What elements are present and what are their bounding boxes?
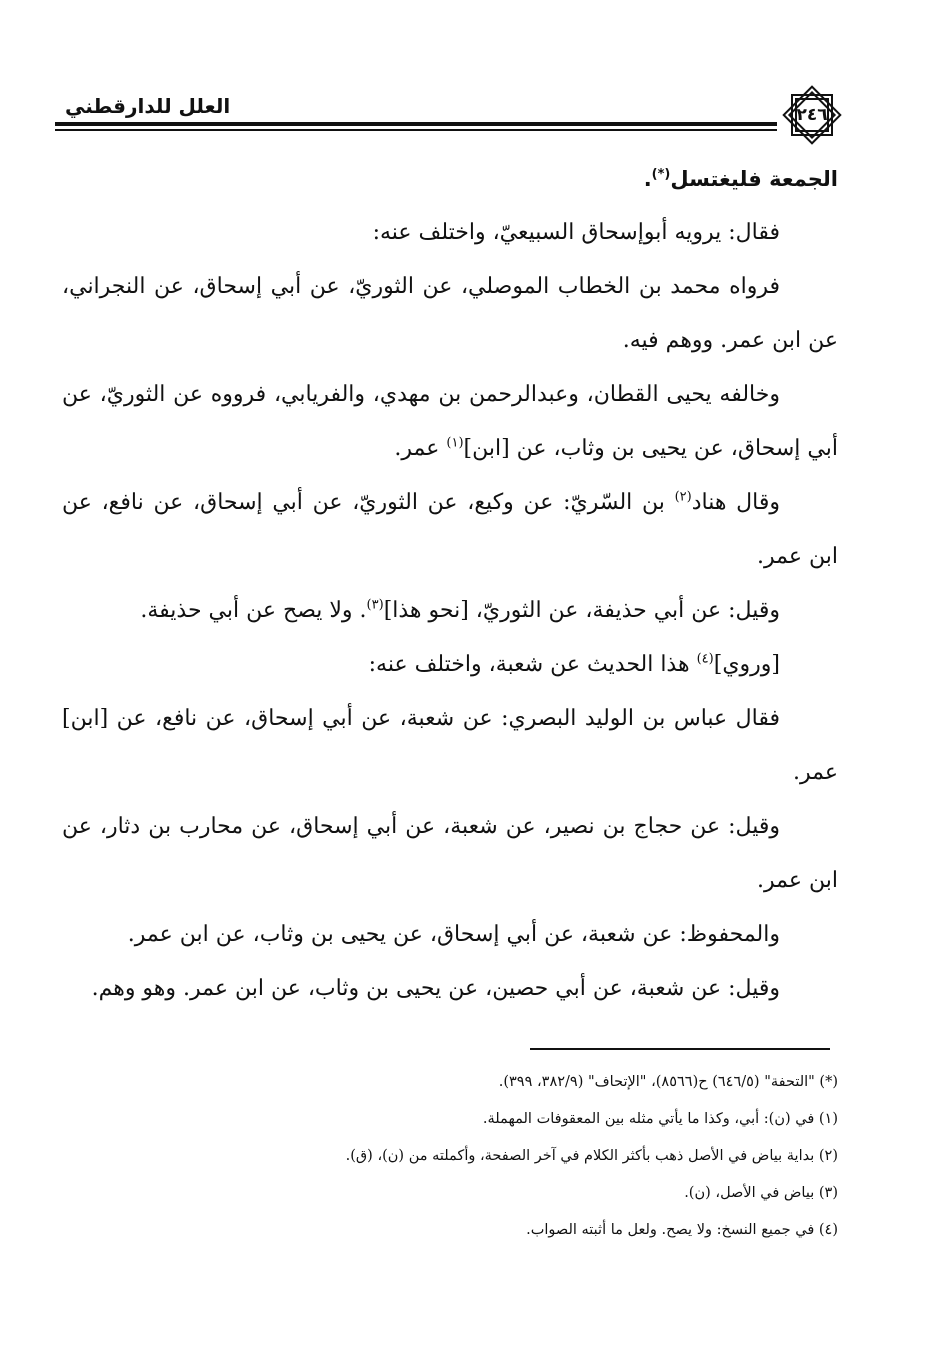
footnote-ref: (٣)	[366, 597, 384, 613]
page-number-ornament	[779, 82, 845, 148]
footnote-separator	[530, 1048, 830, 1050]
footnote-ref: (١)	[446, 435, 464, 451]
footnote-mark: (*)	[651, 167, 671, 182]
header-double-rule	[55, 122, 777, 132]
paragraph: وقيل: عن شعبة، عن أبي حصين، عن يحيى بن وثاب، عن ابن عمر. وهو وهم.	[91, 976, 780, 1001]
footnotes	[62, 1064, 838, 1249]
footnote: (٣) بياض في الأصل، (ن).	[684, 1185, 838, 1201]
footnote-ref: (٢)	[674, 489, 692, 505]
paragraph-continuation: الجمعة فليغتسل(*).	[643, 167, 838, 191]
main-text	[62, 152, 838, 1016]
paragraph: وقيل: عن أبي حذيفة، عن الثوريّ، [نحو هذا]$^{(٣)}$. ولا يصح عن أبي حذيفة.	[140, 597, 780, 623]
footnote: (٢) بداية بياض في الأصل ذهب بأكثر الكلام في آخر الصفحة، وأكملته من (ن)، (ق).	[345, 1148, 838, 1164]
footnote-ref: (٤)	[696, 651, 714, 667]
paragraph: والمحفوظ: عن شعبة، عن أبي إسحاق، عن يحيى بن وثاب، عن ابن عمر.	[127, 922, 780, 947]
page-number: ٢٤٦	[796, 105, 828, 125]
footnote: (١) في (ن): أبي، وكذا ما يأتي مثله بين المعقوفات المهملة.	[482, 1111, 838, 1127]
paragraph: فقال عباس بن الوليد البصري: عن شعبة، عن أبي إسحاق، عن نافع، عن [ابن] عمر.	[62, 706, 838, 785]
book-title: العلل للدارقطني	[65, 94, 231, 118]
page-header	[55, 82, 845, 154]
paragraph: وقال هناد$^{(٢)}$ بن السّريّ: عن وكيع، عن الثوريّ، عن أبي إسحاق، عن نافع، عن ابن عمر.	[62, 489, 838, 569]
footnote: (٤) في جميع النسخ: ولا يصح. ولعل ما أثبته الصواب.	[526, 1222, 838, 1238]
paragraph: فرواه محمد بن الخطاب الموصلي، عن الثوريّ، عن أبي إسحاق، عن النجراني، عن ابن عمر. ووهم فيه.	[62, 274, 838, 353]
paragraph: وخالفه يحيى القطان، وعبدالرحمن بن مهدي، والفريابي، فرووه عن الثوريّ، عن أبي إسحاق، عن يحيى بن وثاب، عن [ابن]$^{(١)}$ عمر.	[62, 382, 838, 461]
paragraph: [وروي]$^{(٤)}$ هذا الحديث عن شعبة، واختلف عنه:	[368, 651, 780, 677]
footnote: (*) "التحفة" (٦٤٦/٥) ح(٨٥٦٦)، "الإتحاف" (٣٨٢/٩، ٣٩٩).	[498, 1074, 838, 1090]
paragraph: وقيل: عن حجاج بن نصير، عن شعبة، عن أبي إسحاق، عن محارب بن دثار، عن ابن عمر.	[62, 814, 838, 893]
paragraph: فقال: يرويه أبوإسحاق السبيعيّ، واختلف عنه:	[372, 220, 780, 245]
